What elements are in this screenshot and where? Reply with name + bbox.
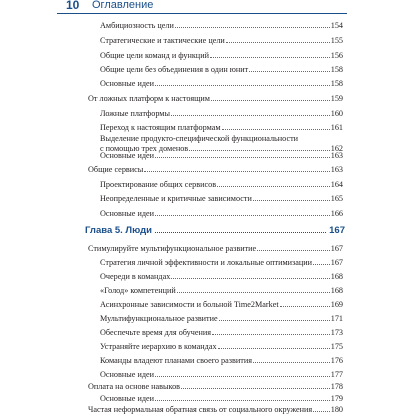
- toc-section[interactable]: Оплата на основе навыков 178: [88, 382, 343, 391]
- toc-entry[interactable]: Основные идеи 177: [100, 370, 343, 379]
- toc-entry[interactable]: Основные идеи 158: [100, 79, 343, 88]
- toc-entry[interactable]: Устраняйте иерархию в командах 175: [100, 342, 343, 351]
- running-title: Оглавление: [92, 0, 154, 11]
- toc-entry[interactable]: Стратегия личной эффективности и локальные оптимизации 167: [100, 258, 343, 267]
- toc-section[interactable]: От ложных платформ к настоящим 159: [88, 94, 343, 103]
- toc-entry[interactable]: Ложные платформы 160: [100, 109, 343, 118]
- toc-entry[interactable]: Асинхронные зависимости и больной Time2Market 169: [100, 300, 343, 309]
- toc-entry[interactable]: Основные идеи 163: [100, 151, 343, 160]
- toc-entry[interactable]: Амбициозность цели 154: [100, 21, 343, 30]
- toc-entry[interactable]: Стратегические и тактические цели 155: [100, 36, 343, 45]
- toc-entry-line1: Выделение продукто-специфической функциональности: [100, 134, 299, 143]
- toc-section[interactable]: Общие сервисы 163: [88, 165, 343, 174]
- toc-entry[interactable]: Общие цели без объединения в один юнит 158: [100, 65, 343, 74]
- toc-entry[interactable]: Основные идеи 166: [100, 209, 343, 218]
- page-number: 10: [66, 0, 80, 12]
- toc-entry[interactable]: «Голод» компетенций 168: [100, 286, 343, 295]
- toc-section[interactable]: Частая неформальная обратная связь от социального окружения 180: [88, 405, 343, 414]
- toc-entry[interactable]: Переход к настоящим платформам 161: [100, 123, 343, 132]
- chapter-heading[interactable]: Глава 5. Люди 167: [85, 225, 345, 236]
- toc-entry[interactable]: Мультифункциональное развитие 171: [100, 314, 343, 323]
- toc-entry[interactable]: Неопределенные и критичные зависимости 165: [100, 194, 343, 203]
- toc-section[interactable]: Стимулируйте мультифункциональное развитие 167: [88, 244, 343, 253]
- toc-entry[interactable]: Команды владеют планами своего развития 176: [100, 356, 343, 365]
- toc-entry[interactable]: Основные идеи 179: [100, 394, 343, 403]
- toc-entry[interactable]: Общие цели команд и функций 156: [100, 51, 343, 60]
- toc-entry[interactable]: Очереди в командах 168: [100, 272, 343, 281]
- toc-entry[interactable]: Обеспечьте время для обучения 173: [100, 328, 343, 337]
- toc-entry-line2: с помощью трех доменов 162: [100, 144, 343, 153]
- toc-entry[interactable]: Проектирование общих сервисов 164: [100, 180, 343, 189]
